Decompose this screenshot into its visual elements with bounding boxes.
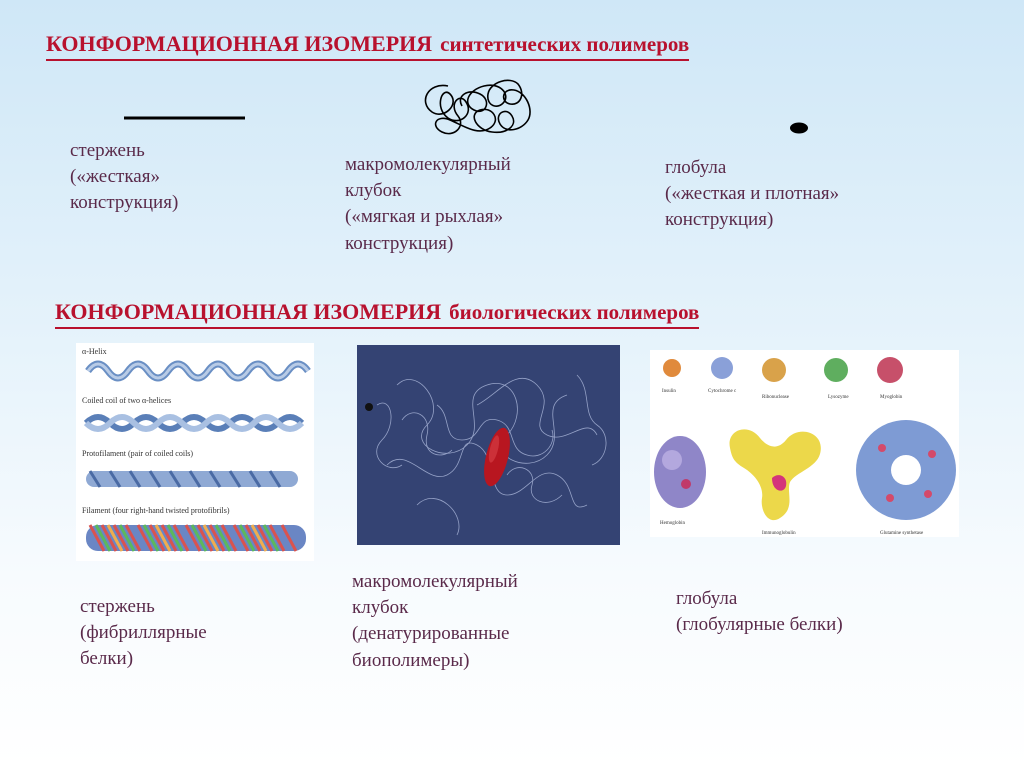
denatured-coil-micrograph [357,345,620,545]
biological-rod-text [80,594,207,673]
protein-label: Ribonuclease [762,395,789,400]
text-line: биополимеры) [352,649,470,671]
protein-label: Glutamine synthetase [880,531,924,536]
biological-heading [55,290,699,329]
synthetic-globule-text [665,155,839,234]
text-line: конструкция) [70,192,179,214]
text-line: глобула [676,588,738,609]
text-line: (глобулярные белки) [676,614,843,636]
fibrillar-protein-figure [76,343,314,561]
text-line: («жесткая и плотная» [665,183,840,205]
text-line: («жесткая» [70,166,160,188]
synthetic-heading-main: КОНФОРМАЦИОННАЯ ИЗОМЕРИЯ [46,31,433,56]
text-line: клубок [352,597,409,619]
protein-label: Immunoglobulin [762,531,796,536]
synthetic-rod-text [70,138,178,217]
synthetic-heading [46,22,689,61]
biological-heading-sub: биологических полимеров [449,300,700,324]
text-line: (фибриллярные [80,622,207,644]
text-line: конструкция) [665,209,774,231]
coiled-coil-label: Coiled coil of two α-helices [82,396,172,405]
text-line: глобула [665,157,727,178]
biological-heading-main: КОНФОРМАЦИОННАЯ ИЗОМЕРИЯ [55,299,442,324]
biological-coil-text [352,569,518,674]
rod-line-figure [122,112,248,124]
text-line: стержень [70,140,145,161]
text-line: («мягкая и рыхлая» [345,206,504,228]
globular-proteins-figure [650,350,959,537]
synthetic-coil-text [345,152,511,257]
protein-label: Insulin [662,389,676,394]
globule-dot-figure [788,120,810,136]
biological-globule-text [676,586,843,638]
text-line: (денатурированные [352,623,510,645]
text-line: конструкция) [345,232,454,254]
text-line: стержень [80,596,155,617]
protein-label: Lysozyme [828,395,849,400]
protein-label: Myoglobin [880,395,903,400]
text-line: клубок [345,180,402,202]
protein-label: Cytochrome c [708,389,737,394]
protein-label: Hemoglobin [660,521,685,526]
tangled-coil-figure [418,74,536,146]
text-line: белки) [80,648,134,670]
helix-label: α-Helix [82,347,107,356]
protofilament-label: Protofilament (pair of coiled coils) [82,449,194,458]
filament-label: Filament (four right-hand twisted protofibrils) [82,506,230,515]
synthetic-heading-sub: синтетических полимеров [440,32,690,56]
text-line: макромолекулярный [345,154,511,175]
text-line: макромолекулярный [352,571,518,592]
